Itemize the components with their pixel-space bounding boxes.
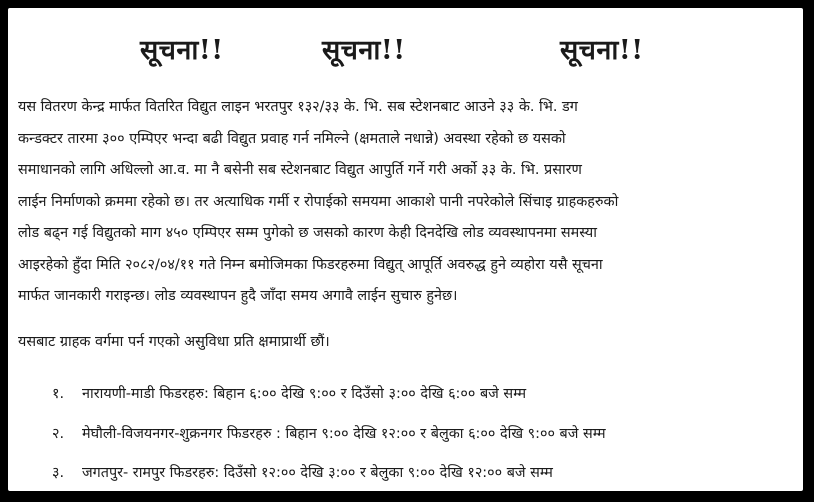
feeder-item [52, 461, 792, 501]
feeder-schedule-text: जगतपुर- रामपुर फिडरहरु: दिउँसो १२:०० देखि ३:०० र बेलुका ९:०० देखि १२:०० बजे सम्म [82, 465, 553, 481]
feeder-schedule-list [52, 382, 792, 501]
notice-headings [18, 30, 793, 70]
notice-heading-1: सूचना!! [140, 35, 224, 66]
paragraph-line: यस वितरण केन्द्र मार्फत वितरित विद्युत लाइन भरतपुर १३२/३३ के. भि. सब स्टेशनबाट आउने ३३ के. भि. डग [18, 99, 578, 115]
feeder-schedule-text: नारायणी-माडी फिडरहरु: बिहान ६:०० देखि ९:०० र दिउँसो ३:०० देखि ६:०० बजे सम्म [82, 386, 527, 402]
feeder-number: ३. [52, 465, 65, 481]
paragraph-line: लाईन निर्माणको क्रममा रहेको छ। तर अत्याधिक गर्मी र रोपाईको समयमा आकाशे पानी नपरेकोले सिंचाइ ग्राहकहरुको [18, 193, 619, 210]
feeder-item [52, 382, 792, 422]
paragraph-line: मार्फत जानकारी गराइन्छ। लोड व्यवस्थापन हुदै जाँदा समय अगावै लाईन सुचारु हुनेछ। [18, 288, 458, 304]
notice-frame [8, 8, 803, 491]
notice-heading-3: सूचना!! [560, 35, 644, 66]
notice-paragraph [18, 92, 790, 313]
feeder-number: २. [52, 425, 65, 442]
notice-heading-2: सूचना!! [322, 35, 406, 66]
feeder-schedule-text: मेघौली-विजयनगर-शुक्रनगर फिडरहरु : बिहान ९:०० देखि १२:०० र बेलुका ६:०० देखि ९:०० बजे सम्म [82, 425, 606, 442]
paragraph-line: समाधानको लागि अधिल्लो आ.व. मा नै बसेनी सब स्टेशनबाट विद्युत आपुर्ति गर्ने गरी अर्को ३३ के. भि. प्रसारण [18, 162, 582, 178]
notice-page [18, 20, 793, 485]
feeder-number: १. [52, 386, 65, 402]
paragraph-line: कन्डक्टर तारमा ३०० एम्पिएर भन्दा बढी विद्युत प्रवाह गर्न नमिल्ने (क्षमताले नधान्ने) अवस्था रहेको छ यसको [18, 130, 566, 147]
apology-text: यसबाट ग्राहक वर्गमा पर्न गएको असुविधा प्रति क्षमाप्रार्थी छौं। [18, 334, 330, 350]
paragraph-line: लोड बढ्न गई विद्युतको माग ४५० एम्पिएर सम्म पुगेको छ जसको कारण केही दिनदेखि लोड व्यवस्थापनमा समस्या [18, 225, 597, 241]
feeder-item [52, 422, 792, 462]
paragraph-line: आइरहेको हुँदा मिति २०८२/०४/११ गते निम्न बमोजिमका फिडरहरुमा विद्युत् आपूर्ति अवरुद्ध हुने व्यहोरा यसै सूचना [18, 256, 603, 273]
